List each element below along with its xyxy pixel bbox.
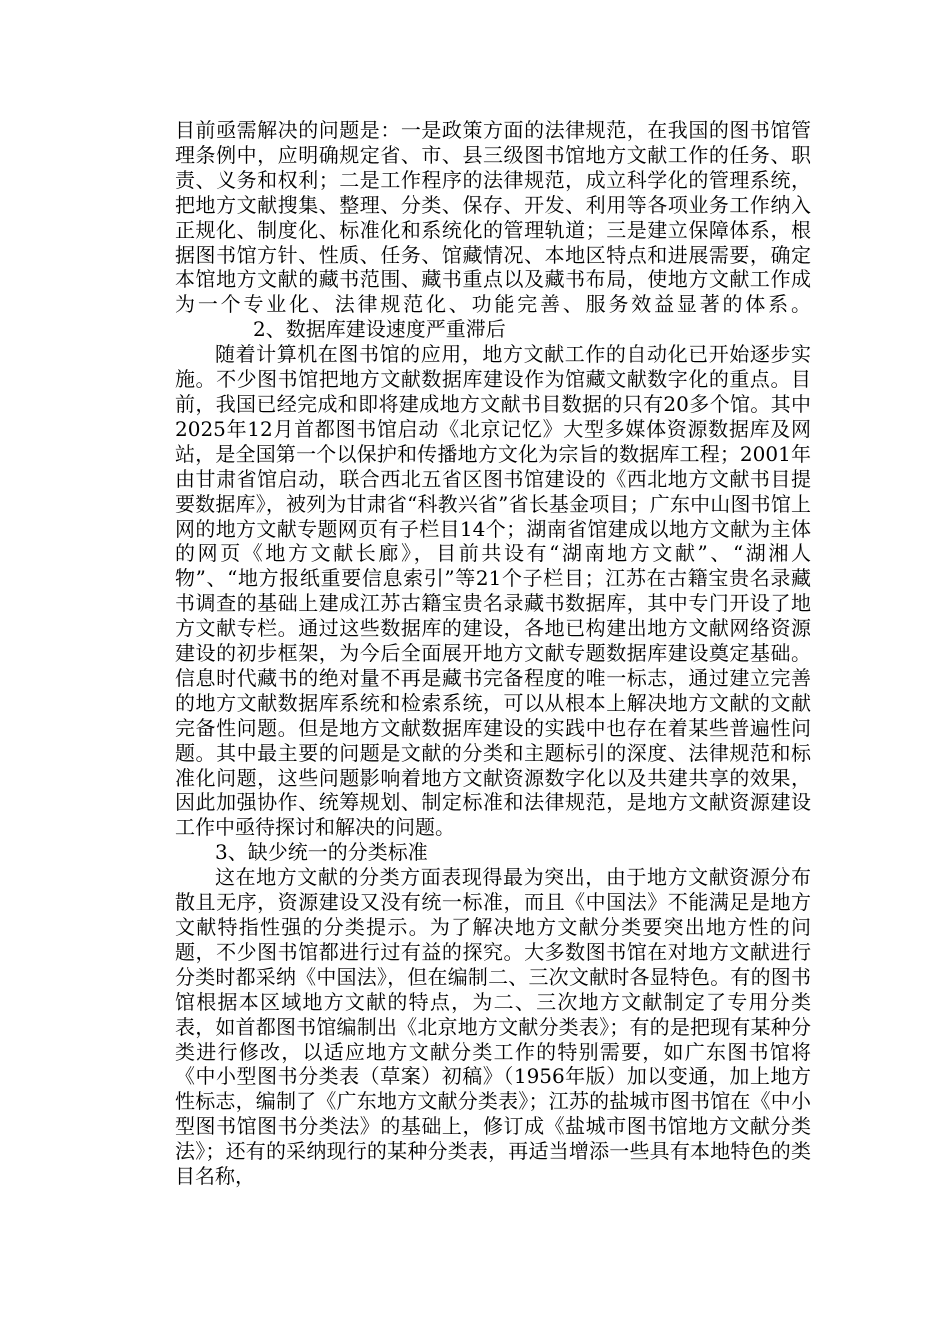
paragraph-legal-norms bbox=[175, 118, 811, 342]
paragraph-classification: 这在地方文献的分类方面表现得最为突出，由于地方文献资源分布散且无序，资源建设又没有统一标准，而且《中国法》不能满足是地方文献特指性强的分类提示。为了解决地方文献分类要突出地方性的问题，不少图书馆都进行过有益的探究。大多数图书馆在对地方文献进行分类时都采纳《中国法》，但在编制二、三次文献时各显特色。有的图书馆根据本区域地方文献的特点，为二、三次地方文献制定了专用分类表，如首都图书馆编制出《北京地方文献分类表》；有的是把现有某种分类进行修改，以适应地方文献分类工作的特别需要，如广东图书馆将《中小型图书分类表（草案）初稿》（1956年版）加以变通，加上地方性标志，编制了《广东地方文献分类表》；江苏的盐城市图书馆在《中小型图书馆图书分类法》的基础上，修订成《盐城市图书馆地方文献分类法》；还有的采纳现行的某种分类表，再适当增添一些具有本地特色的类目名称， bbox=[175, 865, 811, 1189]
paragraph-database-construction: 随着计算机在图书馆的应用，地方文献工作的自动化已开始逐步实施。不少图书馆把地方文献数据库建设作为馆藏文献数字化的重点。目前，我国已经完成和即将建成地方文献书目数据的只有20多个馆。其中2025年12月首都图书馆启动《北京记忆》大型多媒体资源数据库及网站，是全国第一个以保护和传播地方文化为宗旨的数据库工程；2001年由甘肃省馆启动，联合西北五省区图书馆建设的《西北地方文献书目提要数据库》，被列为甘肃省“科教兴省”省长基金项目；广东中山图书馆上网的地方文献专题网页有子栏目14个；湖南省馆建成以地方文献为主体的网页《地方文献长廊》，目前共设有“湖南地方文献”、“湖湘人物”、“地方报纸重要信息索引”等21个子栏目；江苏在古籍宝贵名录藏书调查的基础上建成江苏古籍宝贵名录藏书数据库，其中专门开设了地方文献专栏。通过这些数据库的建设，各地已构建出地方文献网络资源建设的初步框架，为今后全面展开地方文献专题数据库建设奠定基础。信息时代藏书的绝对量不再是藏书完备程度的唯一标志，通过建立完善的地方文献数据库系统和检索系统，可以从根本上解决地方文献的文献完备性问题。但是地方文献数据库建设的实践中也存在着某些普遍性问题。其中最主要的问题是文献的分类和主题标引的深度、法律规范和标准化问题，这些问题影响着地方文献资源数字化以及共建共享的效果，因此加强协作、统筹规划、制定标准和法律规范，是地方文献资源建设工作中亟待探讨和解决的问题。 bbox=[175, 342, 811, 840]
document-body bbox=[175, 118, 811, 1189]
section-heading-classification: 3、缺少统一的分类标准 bbox=[215, 840, 428, 865]
section-heading-database: 2、数据库建设速度严重滞后 bbox=[253, 317, 506, 342]
paragraph-text: 目前亟需解决的问题是：一是政策方面的法律规范，在我国的图书馆管理条例中，应明确规定省、市、县三级图书馆地方文献工作的任务、职责、义务和权利；二是工作程序的法律规范，成立科学化的管理系统，把地方文献搜集、整理、分类、保存、开发、利用等各项业务工作纳入正规化、制度化、标准化和系统化的管理轨道；三是建立保障体系，根据图书馆方针、性质、任务、馆藏情况、本地区特点和进展需要，确定本馆地方文献的藏书范围、藏书重点以及藏书布局，使地方文献工作成为一个专业化、法律规范化、功能完善、服务效益显著的体系。 bbox=[175, 118, 811, 317]
